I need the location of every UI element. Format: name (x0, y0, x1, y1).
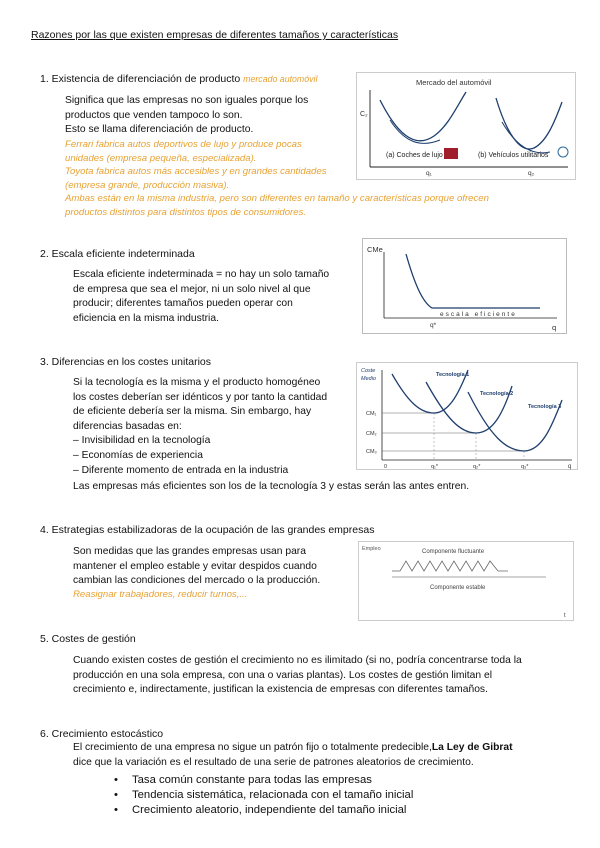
text-line: de empresa que sea el mejor, ni un solo nivel al que (73, 283, 311, 295)
example-line: Ambas están en la misma industria, pero son diferentes en tamaño y características porque ofrecen (65, 193, 489, 204)
section-6-body (73, 741, 513, 770)
efficient-scale-figure (362, 238, 567, 334)
y-axis-label: CMe (367, 245, 383, 254)
section-1-heading (40, 73, 317, 87)
origin-label: 0 (384, 464, 388, 470)
q1-label: q₁* (431, 464, 439, 470)
q3-label: q₃* (521, 464, 529, 470)
employment-figure (358, 541, 574, 621)
example-line: Ferrari fabrica autos deportivos de lujo y produce pocas (65, 139, 302, 150)
section-6-heading: 6. Crecimiento estocástico (40, 728, 164, 740)
stable-label: Componente estable (430, 585, 486, 591)
text-line: diferencias basadas en: (73, 420, 182, 432)
example-line: (empresa grande, producción masiva). (65, 179, 230, 191)
text-line: producción en una sola empresa, con una o varias plantas). Los costes de gestión limitan el (73, 669, 492, 681)
text-line: Son medidas que las grandes empresas usan para (73, 546, 306, 557)
section-2-body (73, 268, 329, 326)
text-line: Significa que las empresas no son iguales porque los (65, 95, 309, 106)
x-axis-label: t (564, 613, 566, 619)
fluctuating-label: Componente fluctuante (422, 549, 485, 555)
flat-segment-label: escala eficiente (440, 311, 517, 318)
section-3-conclusion: Las empresas más eficientes son los de la tecnología 3 y estas serán las antes entren. (73, 481, 470, 492)
text-line: dice que la variación es el resultado de una serie de patrones aleatorios de crecimiento. (73, 756, 474, 768)
text-line: crecimiento e, indirectamente, justifican la existencia de empresas con diferentes tamaños. (73, 684, 488, 696)
text-line: Si la tecnología es la misma y el producto homogéneo (73, 377, 321, 388)
text-line: – Diferente momento de entrada en la industria (73, 464, 289, 476)
text-line: de eficiente debería ser la misma. Sin embargo, hay (73, 406, 312, 418)
example-line: unidades (empresa pequeña, especializada). (65, 152, 257, 164)
text-line (73, 741, 513, 756)
car-market-figure (356, 72, 576, 180)
x-axis-label: q (552, 323, 557, 332)
section-3-heading: 3. Diferencias en los costes unitarios (40, 356, 211, 368)
figure-title: Mercado del automóvil (416, 78, 492, 87)
tech-2-label: Tecnología 2 (480, 391, 514, 397)
page-title: Razones por las que existen empresas de diferentes tamaños y características (31, 29, 399, 41)
text-line: Esto se llama diferenciación de producto. (65, 124, 254, 136)
unit-costs-figure (356, 362, 578, 470)
section-4-body (73, 545, 320, 589)
list-item: • Tasa común constante para todas las empresas (110, 773, 413, 788)
x-axis-label: q (568, 464, 572, 470)
x-tick-q1: q₁ (426, 170, 432, 177)
x-tick-q2: q₂ (528, 170, 535, 177)
growth-components-list (110, 773, 413, 818)
section-4-heading: 4. Estrategias estabilizadoras de la ocupación de las grandes empresas (40, 524, 375, 536)
section-5-body (73, 654, 522, 698)
text-fragment: El crecimiento de una empresa no sigue un patrón fijo o totalmente predecible, (73, 742, 432, 753)
figure-frame (357, 363, 578, 470)
y-axis-label: C₂ (360, 111, 368, 118)
text-line: Escala eficiente indeterminada = no hay un solo tamaño (73, 269, 330, 280)
text-line: cambian las condiciones del mercado o la producción. (73, 575, 321, 587)
list-item: • Crecimiento aleatorio, independiente del tamaño inicial (110, 803, 413, 818)
figure-frame (363, 239, 567, 334)
q2-label: q₂* (473, 464, 481, 470)
section-1-heading-text: 1. Existencia de diferenciación de producto (40, 73, 241, 85)
list-item: • Tendencia sistemática, relacionada con el tamaño inicial (110, 788, 413, 803)
text-line: – Invisibilidad en la tecnología (73, 435, 211, 447)
section-3-body (73, 376, 327, 478)
text-line: producir; diferentes tamaños pueden operar con (73, 298, 293, 310)
section-4-example: Reasignar trabajadores, reducir turnos,... (73, 589, 248, 600)
y-axis-label-2: Medio (361, 376, 376, 382)
section-5-heading: 5. Costes de gestión (40, 633, 136, 645)
figure-frame (357, 73, 576, 180)
cm2-label: CM₂ (366, 431, 377, 437)
cm1-label: CM₁ (366, 411, 377, 417)
y-axis-label: Empleo (362, 546, 381, 552)
text-line: eficiencia en la misma industria. (73, 312, 219, 324)
ferrari-logo-block (444, 148, 458, 159)
cm3-label: CM₃ (366, 449, 377, 455)
y-axis-label-1: Coste (361, 368, 376, 374)
text-line: los costes deberían ser idénticos y por tanto la cantidad (73, 391, 328, 403)
text-line: – Economías de experiencia (73, 449, 203, 461)
tech-1-label: Tecnología 1 (436, 372, 470, 378)
section-1-body (65, 94, 308, 138)
gibrat-law-term: La Ley de Gibrat (431, 742, 513, 753)
utility-label: (b) Vehículos utilitarios (478, 152, 549, 159)
luxury-label: (a) Coches de lujo (386, 152, 443, 159)
text-line: mantener el empleo estable y evitar despidos cuando (73, 560, 317, 572)
example-line: Toyota fabrica autos más accesibles y en grandes cantidades (65, 166, 327, 177)
section-1-tag: mercado automóvil (243, 74, 318, 84)
x-tick-qstar: q* (430, 322, 437, 329)
example-line: productos distintos para distintos tipos de consumidores. (65, 206, 307, 218)
tech-3-label: Tecnología 3 (528, 404, 562, 410)
text-line: Cuando existen costes de gestión el crecimiento no es ilimitado (si no, podría concentrarse toda la (73, 655, 522, 666)
text-line: productos que venden tampoco lo son. (65, 109, 243, 121)
section-2-heading: 2. Escala eficiente indeterminada (40, 248, 195, 260)
